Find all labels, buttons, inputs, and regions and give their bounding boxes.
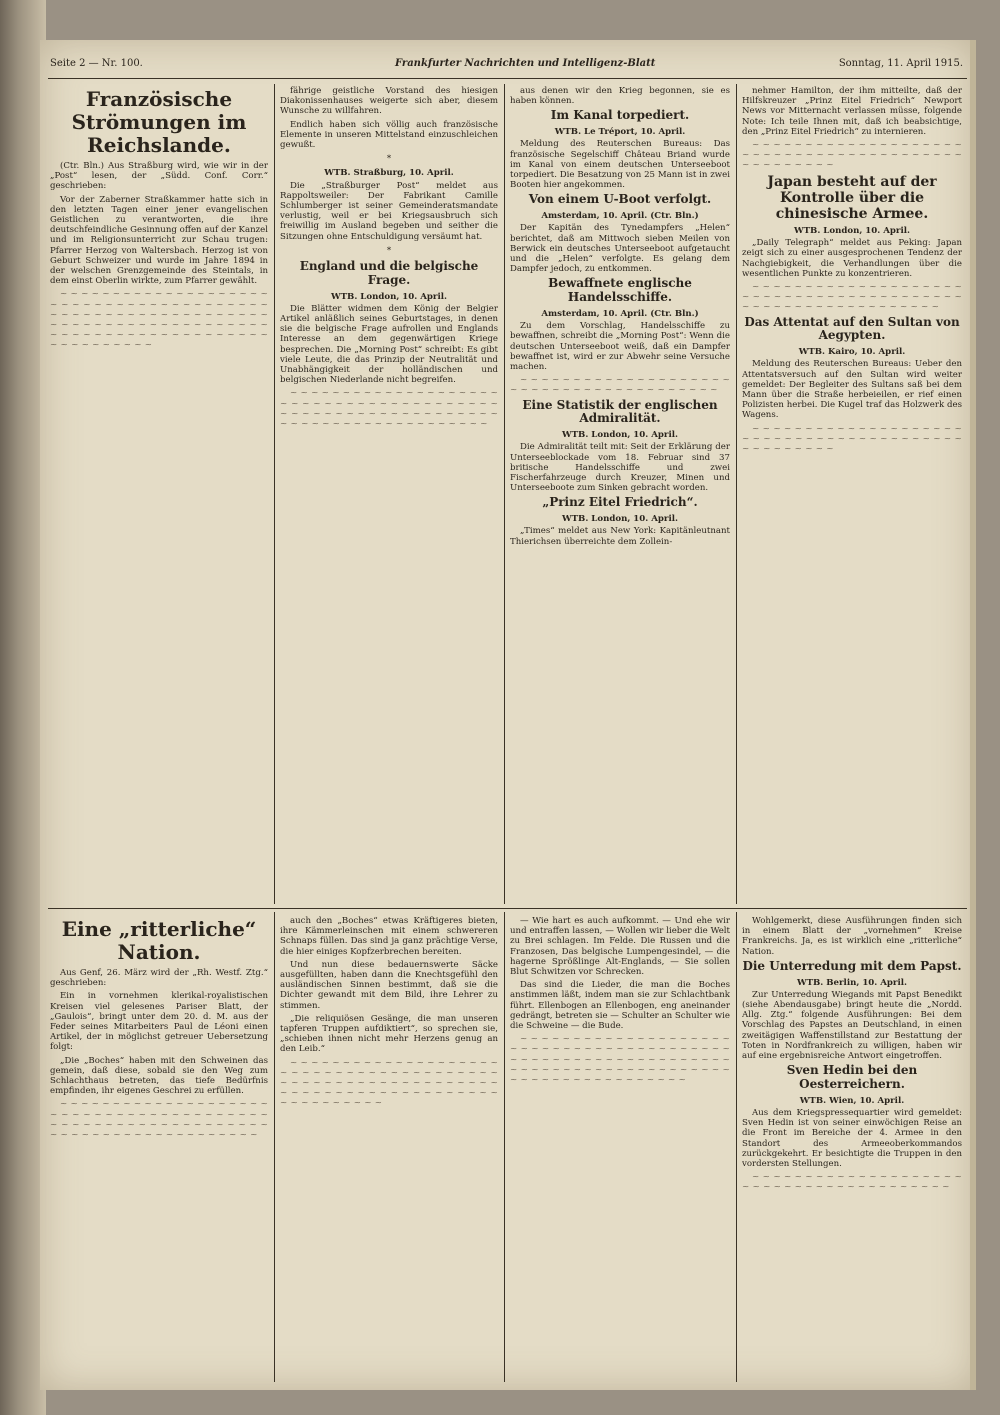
article-paragraph: fährige geistliche Vorstand des hiesigen Diakonissenhauses weigerte sich aber, diesem Wunsche zu willfahren.	[280, 86, 498, 117]
illegible-text: ~ ~ ~ ~ ~ ~ ~ ~ ~ ~ ~ ~ ~ ~ ~ ~ ~ ~ ~ ~ ~ ~ ~ ~ ~ ~ ~ ~ ~ ~ ~ ~ ~ ~ ~ ~ ~ ~ ~ ~ ~ ~ ~ ~ ~ ~ ~ ~ ~ ~ ~ ~ ~ ~ ~ ~ ~ ~ ~ ~ ~ ~ ~ ~ ~ ~ ~ ~ ~ ~ ~ ~ ~ ~ ~ ~ ~ ~ ~ ~	[50, 1099, 268, 1141]
article-paragraph: „Times“ meldet aus New York: Kapitänleutnant Thierichsen überreichte dem Zollein-	[510, 526, 730, 547]
article-title: England und die belgische Frage.	[299, 259, 479, 287]
article-title: Sven Hedin bei den Oesterreichern.	[786, 1063, 918, 1092]
article-paragraph: Zur Unterredung Wiegands mit Papst Benedikt (siehe Abendausgabe) bringt heute die „Nordd. Allg. Ztg.“ folgende Ausführungen: Bei dem Vorschlag des Papstes an Deutschland, in einen zweitägigen Waffenstillstand zur Bestattung der Toten in Nordfrankreich zu willigen, haben wir auf eine ergebnisreiche Antwort eingetroffen.	[742, 989, 962, 1062]
article-paragraph: „Die „Boches“ haben mit den Schweinen das gemein, daß diese, sobald sie den Weg zum Schlachthaus betreten, das tiefe Bedürfnis empfinden, ihr eigenes Geschrei zu erfüllen.	[50, 1055, 268, 1097]
dateline: WTB. Le Tréport, 10. April.	[554, 127, 686, 138]
article-paragraph: Und nun diese bedauernswerte Säcke ausgefüllten, haben dann die Knechtsgefühl den ausländischen Sinnen bestimmt, daß sie die Dichter gewandt mit dem Bild, ihre Lehrer zu stimmen.	[280, 959, 498, 1011]
dateline: WTB. London, 10. April.	[331, 291, 447, 302]
top-column-1	[50, 86, 268, 901]
illegible-text: ~ ~ ~ ~ ~ ~ ~ ~ ~ ~ ~ ~ ~ ~ ~ ~ ~ ~ ~ ~ ~ ~ ~ ~ ~ ~ ~ ~ ~ ~ ~ ~ ~ ~ ~ ~ ~ ~ ~ ~ ~ ~ ~ ~ ~ ~ ~ ~ ~ ~ ~ ~ ~ ~ ~ ~ ~ ~ ~ ~ ~ ~ ~ ~ ~ ~ ~ ~ ~ ~ ~ ~ ~ ~ ~ ~ ~ ~ ~ ~ ~ ~ ~ ~ ~ ~ ~ ~ ~ ~ ~ ~ ~ ~ ~ ~ ~ ~ ~ ~ ~ ~ ~ ~ ~ ~ ~ ~ ~ ~	[50, 289, 268, 351]
column-rule	[504, 84, 505, 904]
top-column-2	[280, 86, 498, 901]
dateline: WTB. Wien, 10. April.	[799, 1095, 905, 1106]
dateline: Amsterdam, 10. April. (Ctr. Bln.)	[541, 309, 699, 320]
page-edge	[970, 40, 976, 1390]
article-paragraph: „Die reliquiösen Gesänge, die man unseren tapferen Truppen aufdiktiert“, so sprechen sie, „schieben ihnen nicht mehr Herzens genug an den Leib.“	[280, 1013, 498, 1055]
bottom-column-4	[742, 916, 962, 1376]
article-title: „Prinz Eitel Friedrich“.	[542, 495, 698, 510]
top-column-4	[742, 86, 962, 901]
top-column-3	[510, 86, 730, 901]
article-paragraph: Die Blätter widmen dem König der Belgier Artikel anläßlich seines Geburtstages, in denen sie die belgische Frage aufrollen und Englands Interesse an dem gegenwärtigen Kriege besprechen. Die „Morning Post“ schreibt: Es gibt viele Leute, die das Prinzip der Neutralität und Unabhängigkeit der holländischen und belgischen Niederlande nicht begreifen.	[280, 303, 498, 386]
article-title: Das Attentat auf den Sultan von Aegypten.	[744, 314, 960, 343]
bottom-column-3	[510, 916, 730, 1376]
illegible-text: ~ ~ ~ ~ ~ ~ ~ ~ ~ ~ ~ ~ ~ ~ ~ ~ ~ ~ ~ ~ ~ ~ ~ ~ ~ ~ ~ ~ ~ ~ ~ ~ ~ ~ ~ ~ ~ ~ ~ ~	[510, 375, 730, 396]
column-rule	[274, 84, 275, 904]
article-paragraph: „Daily Telegraph“ meldet aus Peking: Japan zeigt sich zu einer ausgesprochenen Tendenz der Nachgiebigkeit, die Verhandlungen über die wesentlichen Punkte zu konzentrieren.	[742, 238, 962, 279]
dateline: WTB. London, 10. April.	[562, 430, 678, 441]
article-title: Im Kanal torpediert.	[550, 108, 690, 123]
dateline: WTB. Straßburg, 10. April.	[324, 168, 454, 179]
article-title: Französische Strömungen im Reichslande.	[71, 87, 247, 157]
article-intro: Aus Genf, 26. März wird der „Rh. Westf. Ztg.“ geschrieben:	[50, 968, 268, 989]
article-title: Die Unterredung mit dem Papst.	[742, 958, 962, 973]
article-paragraph: Meldung des Reuterschen Bureaus: Das französische Segelschiff Château Briand wurde im Kanal von einem deutschen Unterseeboot torpediert. Die Besatzung von 25 Mann ist in zwei Booten hier angekommen.	[510, 139, 730, 191]
column-rule	[274, 912, 275, 1382]
bottom-column-2	[280, 916, 498, 1376]
section-rule	[48, 908, 967, 909]
illegible-text: ~ ~ ~ ~ ~ ~ ~ ~ ~ ~ ~ ~ ~ ~ ~ ~ ~ ~ ~ ~ ~ ~ ~ ~ ~ ~ ~ ~ ~ ~ ~ ~ ~ ~ ~ ~ ~ ~ ~ ~ ~ ~ ~ ~ ~ ~ ~ ~ ~ ~	[742, 140, 962, 171]
article-paragraph: Vor der Zaberner Straßkammer hatte sich in den letzten Tagen einer jener evangelischen Geistlichen zu verantworten, die ihre deutschfeindliche Gesinnung offen auf der Kanzel und im Religionsunterricht zur Schau trugen: Pfarrer Herzog von Waltersbach. Herzog ist von Geburt Schweizer und wurde im Jahre 1894 in der welschen Grenzgemeinde des Steintals, in dem einst Oberlin wirkte, zum Pfarrer gewählt.	[50, 194, 268, 287]
article-paragraph: Die Admiralität teilt mit: Seit der Erklärung der Unterseeblockade vom 18. Februar sind 37 britische Handelsschiffe und zwei Fischerfahrzeuge durch Kreuzer, Minen und Unterseeboote zum Sinken gebracht worden.	[510, 442, 730, 494]
article-paragraph: aus denen wir den Krieg begonnen, sie es haben können.	[510, 86, 730, 107]
article-paragraph: Der Kapitän des Tynedampfers „Helen“ berichtet, daß am Mittwoch sieben Meilen von Berwick ein deutsches Unterseeboot aufgetaucht und die „Helen“ verfolgte. Es gelang dem Dampfer jedoch, zu entkommen.	[510, 223, 730, 275]
separator-star: *	[386, 154, 392, 165]
page-header	[50, 58, 963, 74]
illegible-text: ~ ~ ~ ~ ~ ~ ~ ~ ~ ~ ~ ~ ~ ~ ~ ~ ~ ~ ~ ~ ~ ~ ~ ~ ~ ~ ~ ~ ~ ~ ~ ~ ~ ~ ~ ~ ~ ~ ~ ~ ~ ~ ~ ~ ~ ~ ~ ~ ~ ~ ~ ~ ~ ~ ~ ~ ~ ~ ~ ~ ~ ~ ~ ~ ~ ~ ~ ~ ~ ~ ~ ~ ~ ~ ~ ~ ~ ~ ~ ~	[280, 388, 498, 430]
article-intro: (Ctr. Bln.) Aus Straßburg wird, wie wir in der „Post“ lesen, der „Südd. Conf. Corr.“ geschrieben:	[50, 161, 268, 192]
article-paragraph: Ein in vornehmen klerikal-royalistischen Kreisen viel gelesenes Pariser Blatt, der „Gaulois“, bringt unter dem 20. d. M. aus der Feder seines Mitarbeiters Paul de Léoni einen Artikel, der in möglichst getreuer Uebersetzung folgt:	[50, 991, 268, 1053]
article-title: Japan besteht auf der Kontrolle über die chinesische Armee.	[767, 173, 937, 222]
column-rule	[736, 912, 737, 1382]
article-paragraph: Meldung des Reuterschen Bureaus: Ueber den Attentatsversuch auf den Sultan wird weiter gemeldet: Der Begleiter des Sultans saß bei dem Mann über die Straße herbeieilen, er rief einen Polizisten herbei. Die Kugel traf das Holzwerk des Wagens.	[742, 359, 962, 421]
dateline: WTB. Kairo, 10. April.	[798, 347, 906, 358]
illegible-text: ~ ~ ~ ~ ~ ~ ~ ~ ~ ~ ~ ~ ~ ~ ~ ~ ~ ~ ~ ~ ~ ~ ~ ~ ~ ~ ~ ~ ~ ~ ~ ~ ~ ~ ~ ~ ~ ~ ~ ~	[742, 1172, 962, 1193]
article-paragraph: Die „Straßburger Post“ meldet aus Rappoltsweiler: Der Fabrikant Camille Schlumberger ist seiner Gemeinderatsmandate verlustig, weil er bei Kriegsausbruch sich freiwillig im Ausland begeben und seither die Sitzungen ohne Entschuldigung versäumt hat.	[280, 180, 498, 242]
article-paragraph: auch den „Boches“ etwas Kräftigeres bieten, ihre Kämmerleinschen mit einem schwereren Schnaps füllen. Das sind ja ganz prächtige Verse, die hier einiges Kopfzerbrechen bereiten.	[280, 916, 498, 957]
article-title: Bewaffnete englische Handelsschiffe.	[548, 276, 692, 305]
dateline: WTB. London, 10. April.	[562, 514, 678, 525]
separator-star: *	[386, 245, 392, 256]
article-title: Von einem U-Boot verfolgt.	[528, 192, 712, 207]
article-paragraph: Zu dem Vorschlag, Handelsschiffe zu bewaffnen, schreibt die „Morning Post“: Wenn die deutschen Unterseeboot weiß, daß ein Dampfer bewaffnet ist, wird er zur Abwehr seine Versuche machen.	[510, 321, 730, 373]
masthead: Frankfurter Nachrichten und Intelligenz-Blatt	[395, 58, 656, 69]
dateline: Amsterdam, 10. April. (Ctr. Bln.)	[541, 211, 699, 222]
article-title: Eine Statistik der englischen Admiralität.	[522, 397, 718, 426]
page-number: Seite 2 — Nr. 100.	[50, 58, 143, 69]
article-paragraph: Das sind die Lieder, die man die Boches anstimmen läßt, indem man sie zur Schlachtbank führt. Ellenbogen an Ellenbogen, eng aneinander gedrängt, betreten sie — Schulter an Schulter wie die Schweine — die Bude.	[510, 980, 730, 1032]
column-rule	[736, 84, 737, 904]
illegible-text: ~ ~ ~ ~ ~ ~ ~ ~ ~ ~ ~ ~ ~ ~ ~ ~ ~ ~ ~ ~ ~ ~ ~ ~ ~ ~ ~ ~ ~ ~ ~ ~ ~ ~ ~ ~ ~ ~ ~ ~ ~ ~ ~ ~ ~ ~ ~ ~ ~ ~ ~ ~ ~ ~ ~ ~ ~ ~ ~ ~ ~ ~ ~ ~ ~ ~ ~ ~ ~ ~ ~ ~ ~ ~ ~ ~ ~ ~ ~ ~ ~ ~ ~ ~ ~ ~ ~ ~ ~ ~ ~ ~ ~ ~ ~ ~ ~ ~ ~ ~	[510, 1034, 730, 1086]
dateline: WTB. Berlin, 10. April.	[797, 977, 907, 988]
poem-text: — Wie hart es auch aufkommt. — Und ehe wir und entraffen lassen, — Wollen wir lieber die Welt zu Brei schlagen. Im Felde. Die Russen und die Franzosen, Das belgische Lumpengesindel, — die hagerne Sprößlinge Alt-Englands, — Sie sollen Blut Schwitzen vor Schrecken.	[510, 916, 730, 978]
dateline: WTB. London, 10. April.	[794, 225, 910, 236]
illegible-text: ~ ~ ~ ~ ~ ~ ~ ~ ~ ~ ~ ~ ~ ~ ~ ~ ~ ~ ~ ~ ~ ~ ~ ~ ~ ~ ~ ~ ~ ~ ~ ~ ~ ~ ~ ~ ~ ~ ~ ~ ~ ~ ~ ~ ~ ~ ~ ~ ~ ~ ~ ~ ~ ~ ~ ~ ~ ~ ~ ~ ~ ~ ~ ~ ~ ~ ~ ~ ~ ~ ~ ~ ~ ~ ~ ~ ~ ~ ~ ~ ~ ~ ~ ~ ~ ~ ~ ~ ~ ~	[280, 1057, 498, 1109]
bottom-column-1	[50, 916, 268, 1376]
article-paragraph: nehmer Hamilton, der ihm mitteilte, daß der Hilfskreuzer „Prinz Eitel Friedrich“ Newport News vor Mitternacht verlassen müsse, folgende Note: Ich teile Ihnen mit, daß ich beabsichtige, den „Prinz Eitel Friedrich“ zu internieren.	[742, 86, 962, 137]
newspaper-page	[40, 40, 975, 1390]
illegible-text: ~ ~ ~ ~ ~ ~ ~ ~ ~ ~ ~ ~ ~ ~ ~ ~ ~ ~ ~ ~ ~ ~ ~ ~ ~ ~ ~ ~ ~ ~ ~ ~ ~ ~ ~ ~ ~ ~ ~ ~ ~ ~ ~ ~ ~ ~ ~ ~ ~ ~	[742, 423, 962, 454]
article-paragraph: Endlich haben sich völlig auch französische Elemente in unseren Mittelstand einzuschleichen gewußt.	[280, 119, 498, 151]
header-rule	[48, 78, 967, 79]
article-paragraph: Wohlgemerkt, diese Ausführungen finden sich in einem Blatt der „vornehmen“ Kreise Frankreichs. Ja, es ist wirklich eine „ritterliche“ Nation.	[742, 916, 962, 957]
illegible-text: ~ ~ ~ ~ ~ ~ ~ ~ ~ ~ ~ ~ ~ ~ ~ ~ ~ ~ ~ ~ ~ ~ ~ ~ ~ ~ ~ ~ ~ ~ ~ ~ ~ ~ ~ ~ ~ ~ ~ ~ ~ ~ ~ ~ ~ ~ ~ ~ ~ ~ ~ ~ ~ ~ ~ ~ ~ ~ ~ ~	[742, 281, 962, 313]
article-title: Eine „ritterliche“ Nation.	[61, 917, 257, 964]
article-paragraph: Aus dem Kriegspressequartier wird gemeldet: Sven Hedin ist von seiner einwöchigen Reise an die Front im Bereiche der 4. Armee in den Standort des Armeeoberkommandos zurückgekehrt. Er besichtigte die Truppen in den vordersten Stellungen.	[742, 1108, 962, 1170]
issue-date: Sonntag, 11. April 1915.	[838, 58, 963, 69]
column-rule	[504, 912, 505, 1382]
